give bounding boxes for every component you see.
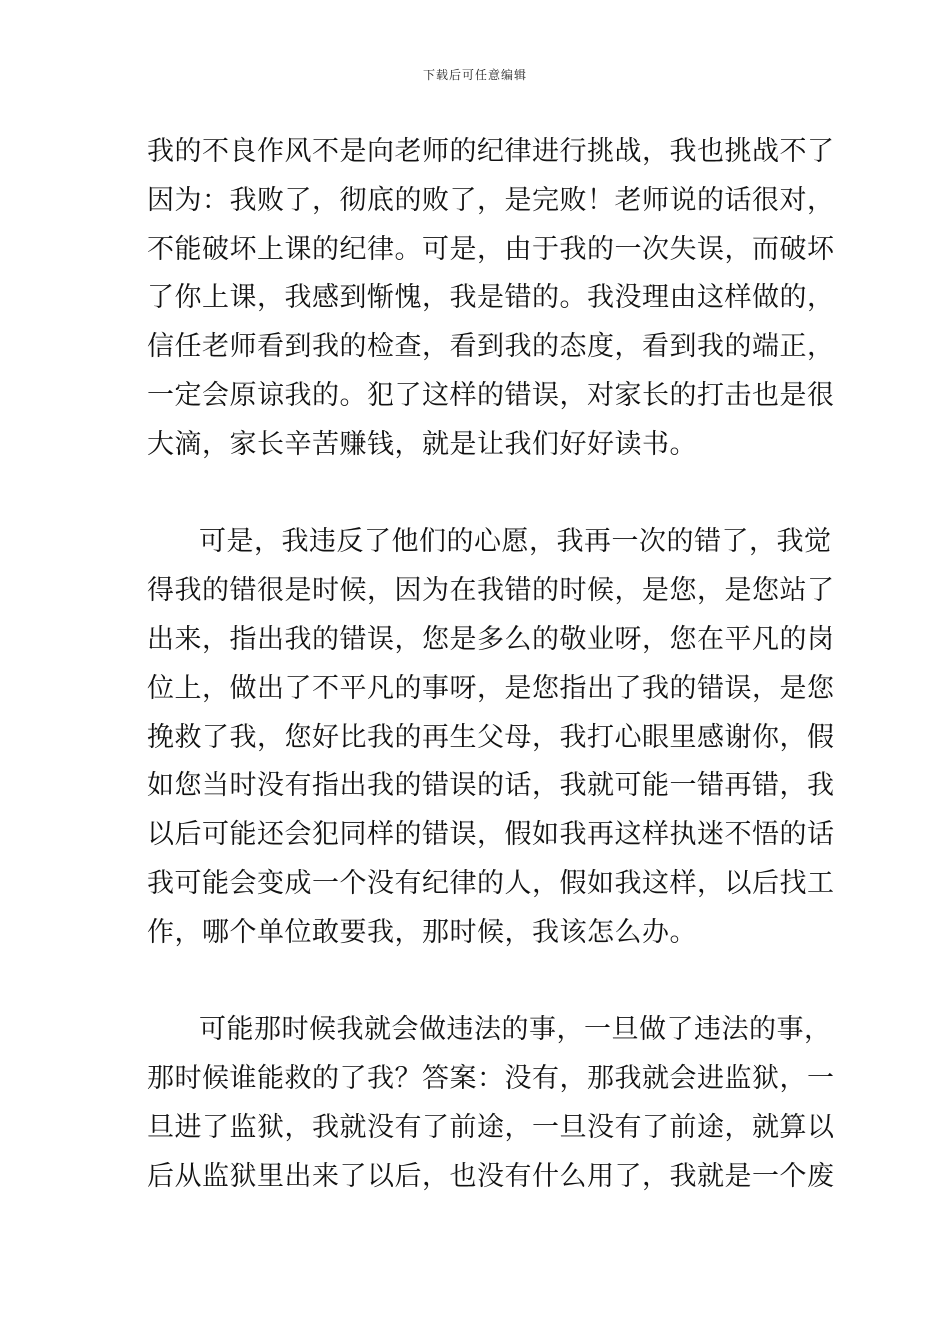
text-line: 可是，我违反了他们的心愿，我再一次的错了，我觉 <box>199 526 832 558</box>
paragraph-3 <box>147 1006 835 1201</box>
document-body <box>147 128 835 1202</box>
paragraph-1 <box>147 128 835 470</box>
text-line: 信任老师看到我的检查，看到我的态度，看到我的端正， <box>147 331 835 363</box>
text-line: 一定会原谅我的。犯了这样的错误，对家长的打击也是很 <box>147 379 835 411</box>
text-line: 了你上课，我感到惭愧，我是错的。我没理由这样做的， <box>147 282 835 314</box>
text-line: 那时候谁能救的了我？答案：没有，那我就会进监狱，一 <box>147 1063 835 1095</box>
text-line: 可能那时候我就会做违法的事，一旦做了违法的事， <box>199 1014 832 1046</box>
text-line: 出来，指出我的错误，您是多么的敬业呀，您在平凡的岗 <box>147 623 835 655</box>
text-line: 得我的错很是时候，因为在我错的时候，是您，是您站了 <box>147 575 835 607</box>
text-line: 因为：我败了，彻底的败了，是完败！老师说的话很对， <box>147 184 835 216</box>
text-line: 我的不良作风不是向老师的纪律进行挑战，我也挑战不了 <box>147 136 835 167</box>
text-line: 我可能会变成一个没有纪律的人，假如我这样，以后找工 <box>147 867 835 899</box>
page-header-note: 下载后可任意编辑 <box>422 68 527 82</box>
text-line: 旦进了监狱，我就没有了前途，一旦没有了前途，就算以 <box>147 1111 835 1143</box>
text-line: 大滴，家长辛苦赚钱，就是让我们好好读书。 <box>147 428 697 460</box>
text-line: 后从监狱里出来了以后，也没有什么用了，我就是一个废 <box>147 1160 835 1192</box>
paragraph-gap <box>147 470 811 519</box>
paragraph-gap <box>147 958 811 1007</box>
text-line: 以后可能还会犯同样的错误，假如我再这样执迷不悟的话 <box>147 819 835 851</box>
text-line: 作，哪个单位敢要我，那时候，我该怎么办。 <box>147 916 697 948</box>
paragraph-2 <box>147 518 835 957</box>
text-line: 挽救了我，您好比我的再生父母，我打心眼里感谢你，假 <box>147 721 835 753</box>
text-line: 不能破坏上课的纪律。可是，由于我的一次失误，而破坏 <box>147 233 835 265</box>
text-line: 如您当时没有指出我的错误的话，我就可能一错再错，我 <box>147 770 835 802</box>
text-line: 位上，做出了不平凡的事呀，是您指出了我的错误，是您 <box>147 672 835 704</box>
